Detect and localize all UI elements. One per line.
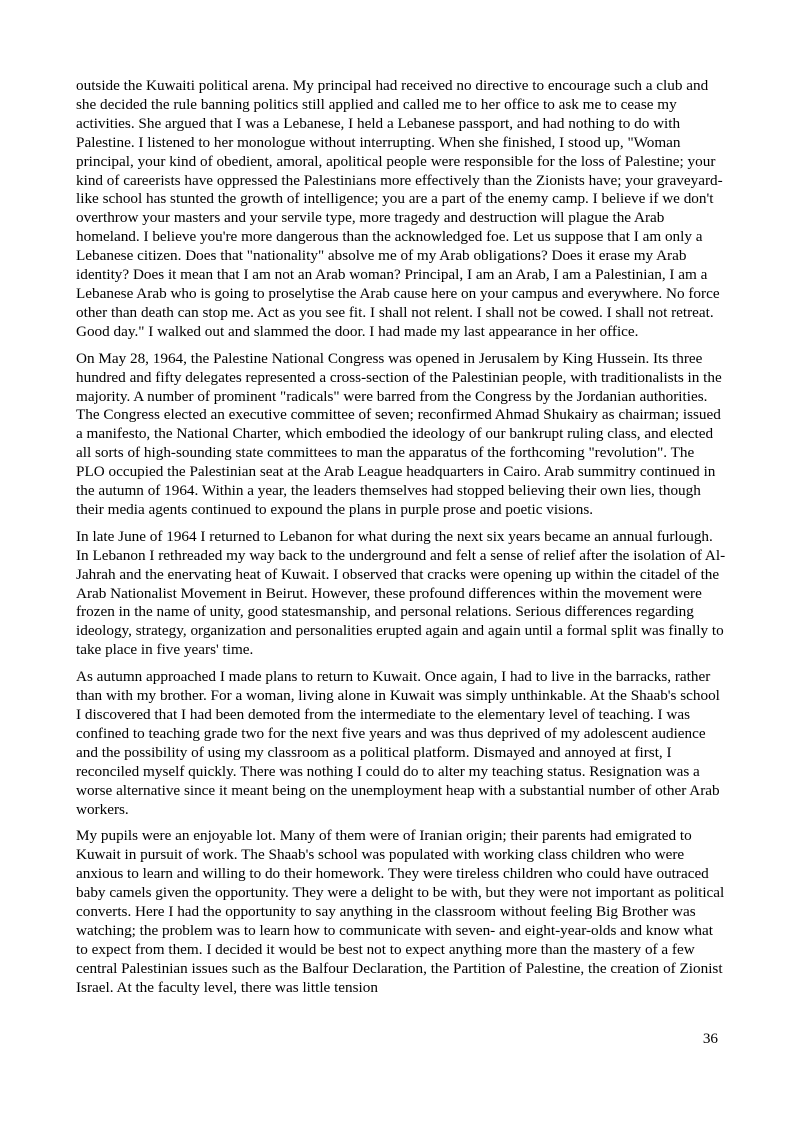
page-number: 36 (702, 1030, 718, 1047)
paragraph-4: As autumn approached I made plans to return to Kuwait. Once again, I had to live in the barracks, rather than with my brother. For a woman, living alone in Kuwait was simply unthinkable. At the Shaab's school I discovered that I had been demoted from the intermediate to the elementary level of teaching. I was confined to teaching grade two for the next five years and was thus deprived of my adolescent audience and the possibility of using my classroom as a political platform. Dismayed and annoyed at first, I reconciled myself quickly. There was nothing I could do to alter my teaching status. Resignation was a worse alternative since it meant being on the unemployment heap with a substantial number of other Arab workers. (76, 668, 720, 818)
paragraph-2: On May 28, 1964, the Palestine National Congress was opened in Jerusalem by King Hussein. Its three hundred and fifty delegates represented a cross-section of the Palestinian people, with traditionalists in the majority. A number of prominent "radicals" were barred from the Congress by the Jordanian authorities. The Congress elected an executive committee of seven; reconfirmed Ahmad Shukairy as chairman; issued a manifesto, the National Charter, which embodied the ideology of our bankrupt ruling class, and elected all sorts of high-sounding state committees to man the apparatus of the forthcoming "revolution". The PLO occupied the Palestinian seat at the Arab League headquarters in Cairo. Arab summitry continued in the autumn of 1964. Within a year, the leaders themselves had stopped believing their own lies, though their media agents continued to expound the plans in purple prose and poetic visions. (76, 349, 722, 518)
paragraph-3: In late June of 1964 I returned to Lebanon for what during the next six years became an annual furlough. In Lebanon I rethreaded my way back to the underground and felt a sense of relief after the isolation of Al-Jahrah and the enervating heat of Kuwait. I observed that cracks were opening up within the citadel of the Arab Nationalist Movement in Beirut. However, these profound differences within the movement were frozen in the name of unity, good statesmanship, and personal relations. Serious differences regarding ideology, strategy, organization and personalities erupted again and again until a formal split was finally to take place in five years' time. (76, 527, 726, 659)
page-body (76, 77, 726, 1006)
paragraph-1: outside the Kuwaiti political arena. My principal had received no directive to encourage such a club and she decided the rule banning politics still applied and called me to her office to ask me to cease my activities. She argued that I was a Lebanese, I held a Lebanese passport, and had nothing to do with Palestine. I listened to her monologue without interrupting. When she finished, I stood up, "Woman principal, your kind of obedient, amoral, apolitical people were responsible for the loss of Palestine; your kind of careerists have oppressed the Palestinians more effectively than the Zionists have; your graveyard-like school has stunted the growth of intelligence; you are a part of the enemy camp. I believe if we don't overthrow your masters and your servile type, more tragedy and destruction will plague the Arab homeland. I believe you're more dangerous than the acknowledged foe. Let us suppose that I am only a Lebanese citizen. Does that "nationality" absolve me of my Arab obligations? Does it erase my Arab identity? Does it mean that I am not an Arab woman? Principal, I am an Arab, I am a Palestinian, I am a Lebanese Arab who is going to proselytise the Arab cause here on your campus and everywhere. No force other than death can stop me. Act as you see fit. I shall not relent. I shall not be cowed. I shall not retreat. Good day." I walked out and slammed the door. I had made my last appearance in her office. (76, 77, 723, 340)
paragraph-5: My pupils were an enjoyable lot. Many of them were of Iranian origin; their parents had emigrated to Kuwait in pursuit of work. The Shaab's school was populated with working class children who were anxious to learn and willing to do their homework. They were tireless children who could have outraced baby camels given the opportunity. They were a delight to be with, but they were not important as political converts. Here I had the opportunity to say anything in the classroom without feeling Big Brother was watching; the problem was to learn how to communicate with seven- and eight-year-olds and know what to expect from them. I decided it would be best not to expect anything more than the mastery of a few central Palestinian issues such as the Balfour Declaration, the Partition of Palestine, the creation of Zionist Israel. At the faculty level, there was little tension (76, 827, 725, 996)
